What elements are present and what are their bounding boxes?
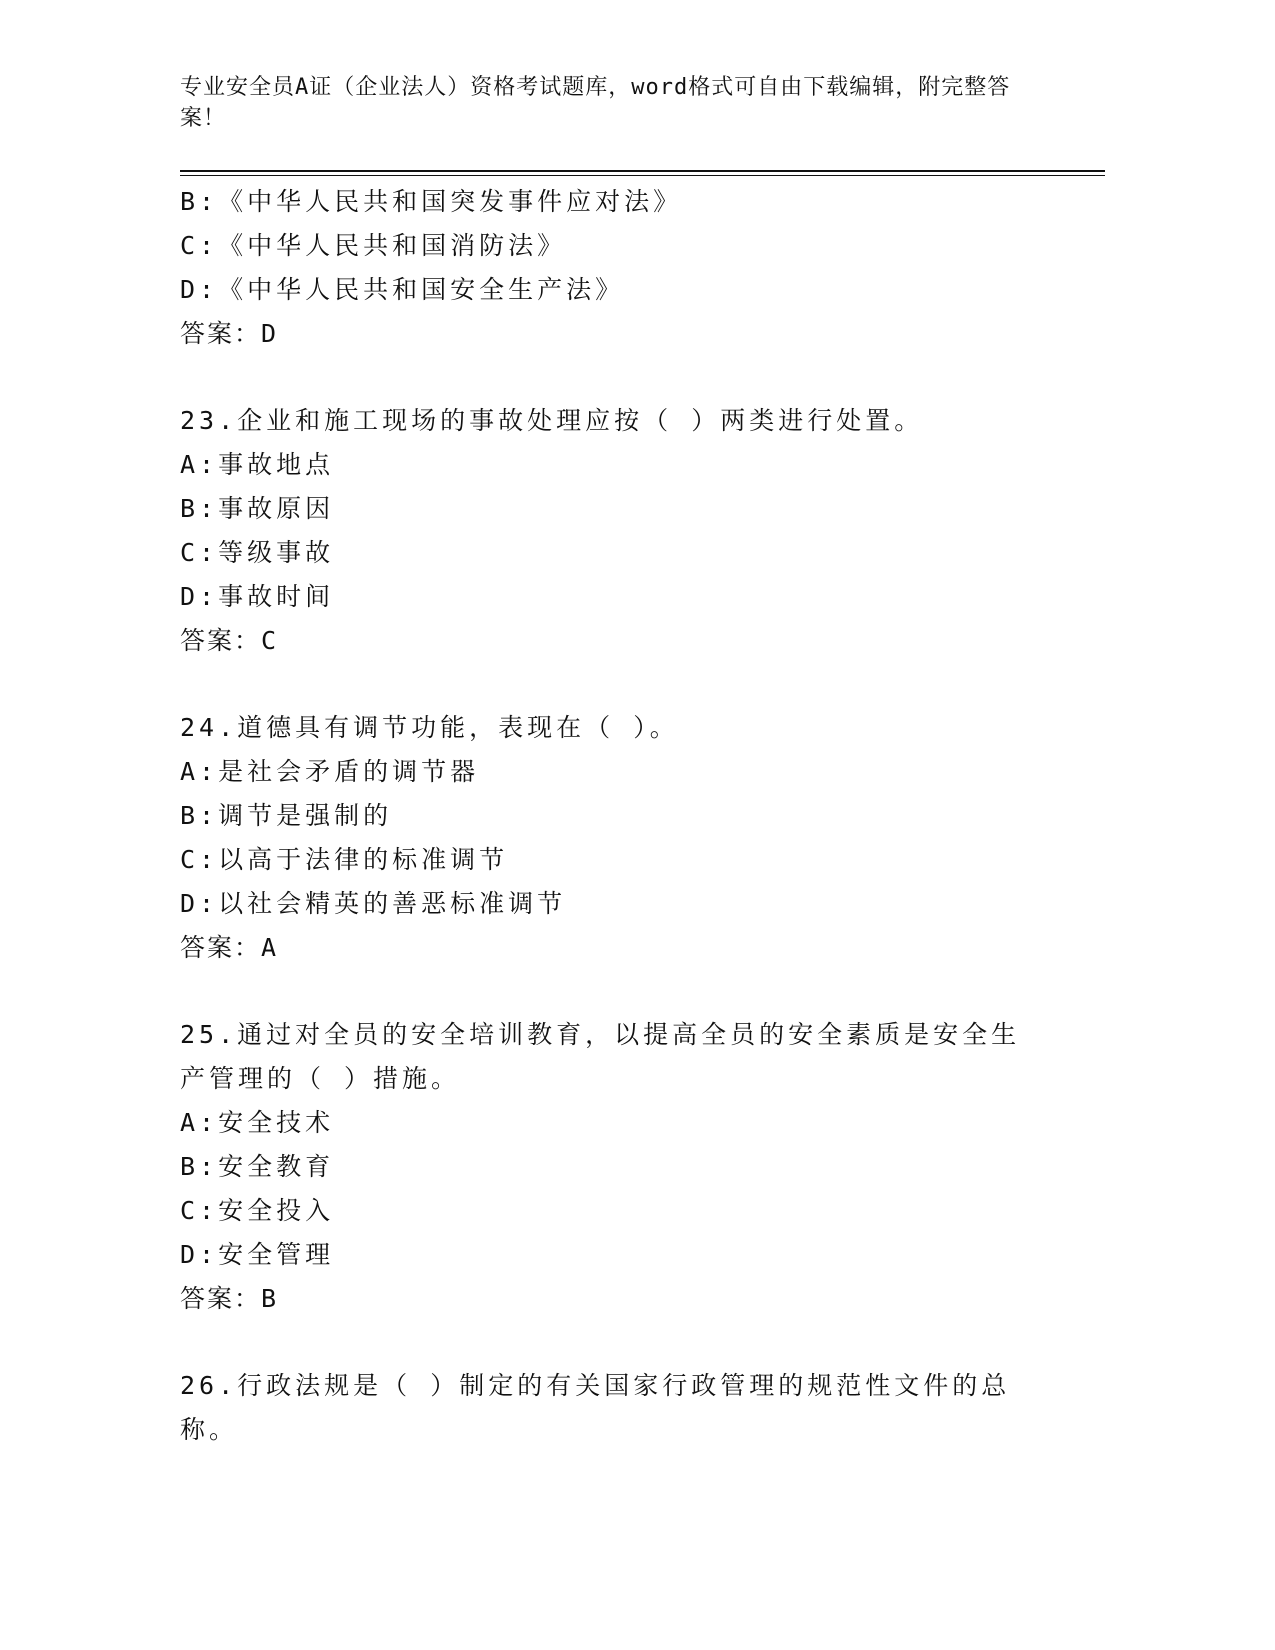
- option-d: D:《中华人民共和国安全生产法》: [180, 275, 625, 304]
- header-divider-thin: [180, 175, 1105, 176]
- option-c: C:以高于法律的标准调节: [180, 845, 509, 874]
- option-a: A:是社会矛盾的调节器: [180, 757, 480, 786]
- question-content: [180, 180, 1060, 1452]
- answer-line: 答案：B: [180, 1284, 278, 1313]
- option-d: D:事故时间: [180, 582, 335, 611]
- question-stem: 23.企业和施工现场的事故处理应按（ ）两类进行处置。: [180, 406, 924, 435]
- option-c: C:安全投入: [180, 1196, 335, 1225]
- document-header: 专业安全员A证（企业法人）资格考试题库，word格式可自由下载编辑，附完整答案！: [180, 75, 1011, 131]
- option-d: D:安全管理: [180, 1240, 335, 1269]
- answer-line: 答案：D: [180, 319, 278, 348]
- answer-line: 答案：C: [180, 626, 278, 655]
- question-26: [180, 1364, 1060, 1452]
- question-22-continued: [180, 180, 1060, 356]
- option-c: C:等级事故: [180, 538, 335, 567]
- question-stem: 24.道德具有调节功能，表现在（ ）。: [180, 713, 679, 742]
- question-24: [180, 706, 1060, 970]
- option-b: B:调节是强制的: [180, 801, 393, 830]
- option-a: A:事故地点: [180, 450, 335, 479]
- answer-line: 答案：A: [180, 933, 278, 962]
- option-a: A:安全技术: [180, 1108, 335, 1137]
- option-b: B:《中华人民共和国突发事件应对法》: [180, 187, 683, 216]
- question-25: [180, 1013, 1060, 1321]
- question-stem: 25.通过对全员的安全培训教育，以提高全员的安全素质是安全生产管理的（ ）措施。: [180, 1020, 1021, 1093]
- option-c: C:《中华人民共和国消防法》: [180, 231, 567, 260]
- option-b: B:事故原因: [180, 494, 335, 523]
- option-d: D:以社会精英的善恶标准调节: [180, 889, 567, 918]
- option-b: B:安全教育: [180, 1152, 335, 1181]
- question-23: [180, 399, 1060, 663]
- header-divider-thick: [180, 170, 1105, 172]
- question-stem: 26.行政法规是（ ）制定的有关国家行政管理的规范性文件的总称。: [180, 1371, 1011, 1444]
